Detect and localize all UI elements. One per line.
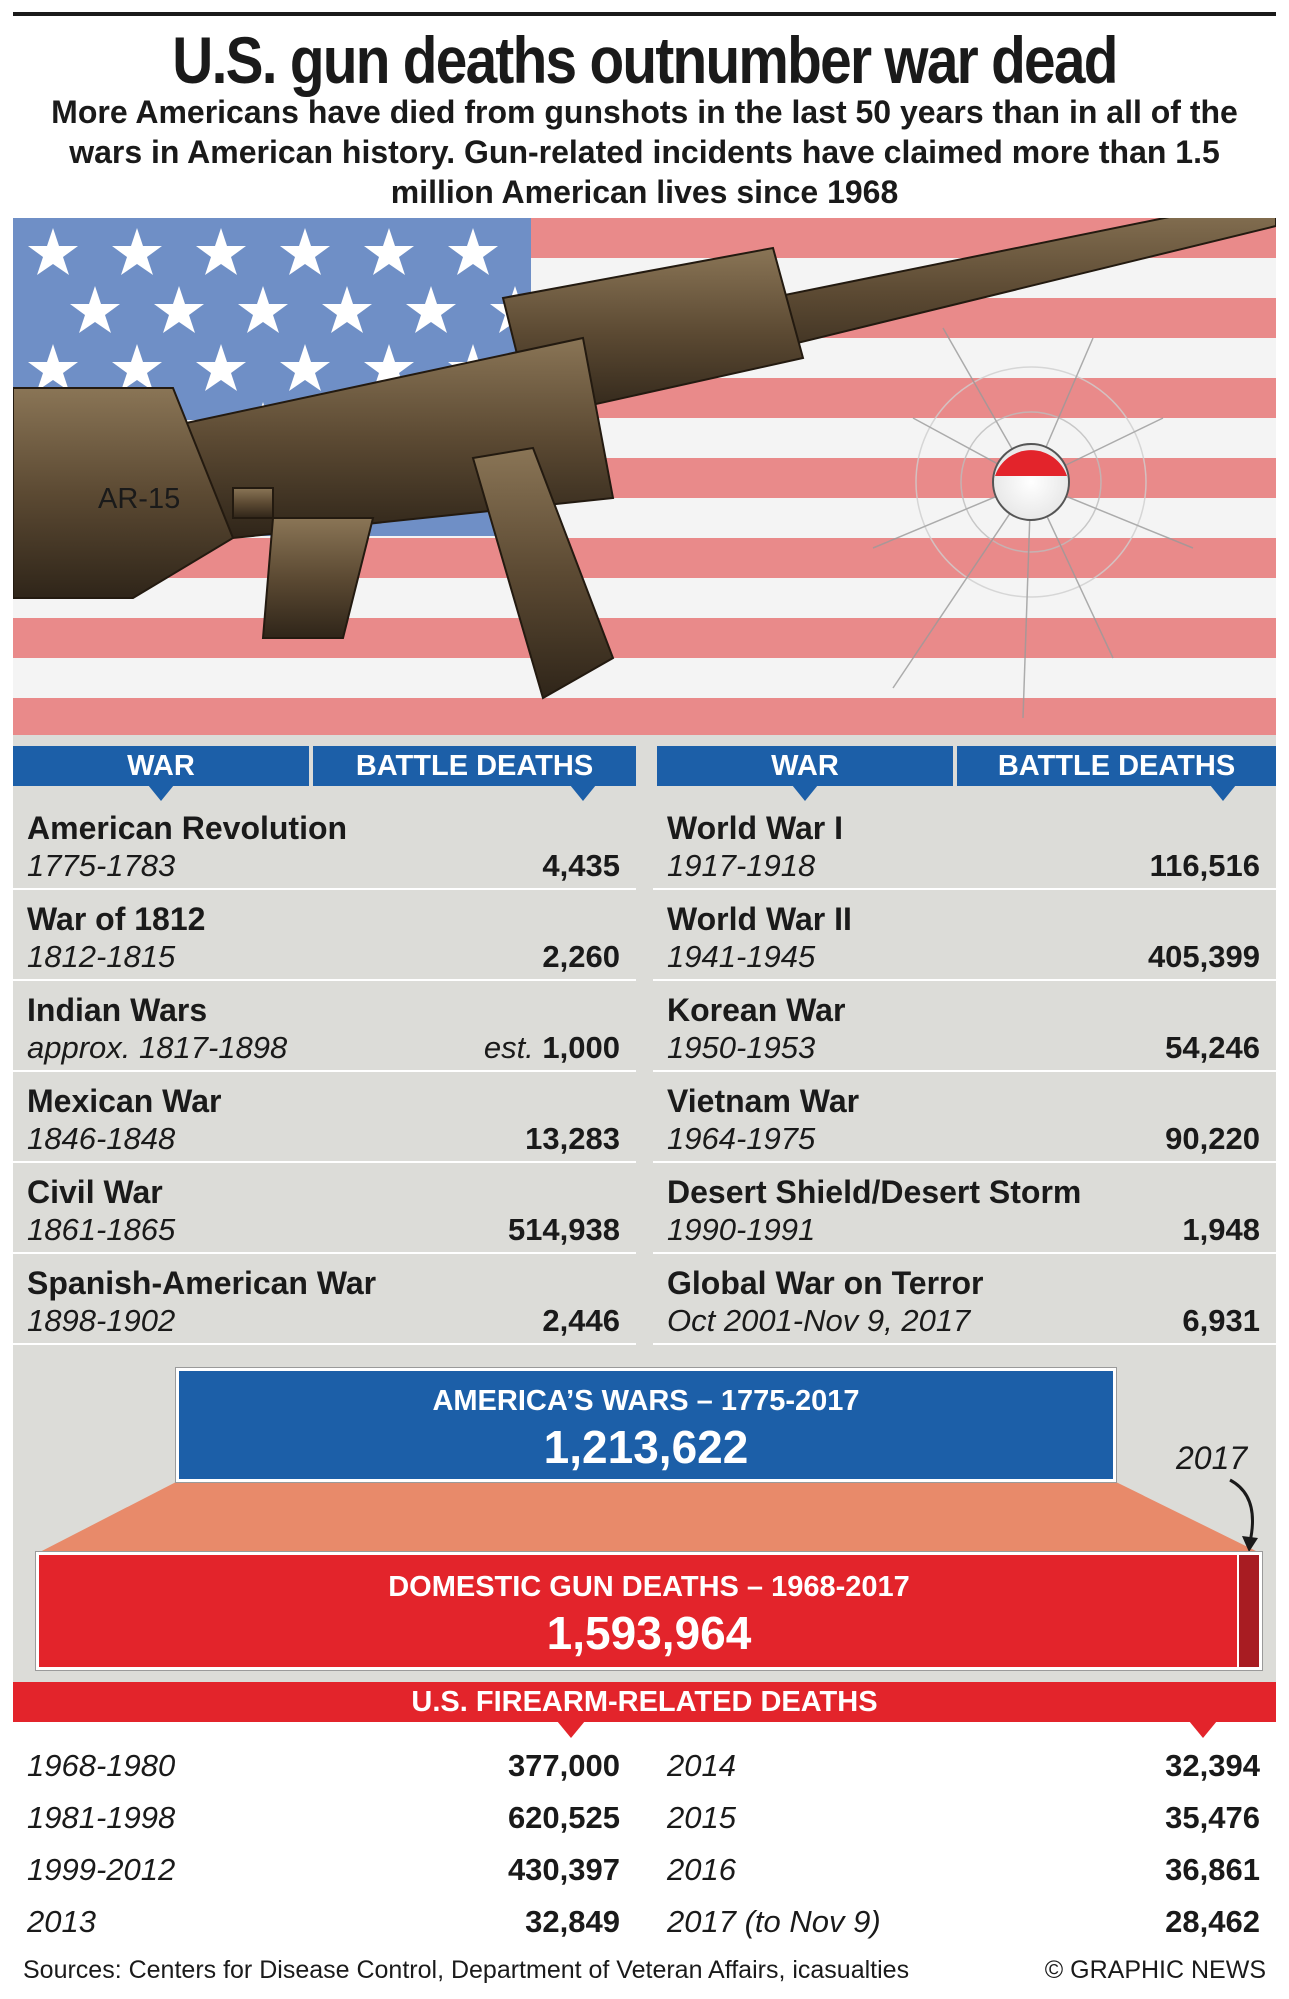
arrow-icon xyxy=(1220,1476,1270,1556)
war-name: Indian Wars xyxy=(27,992,208,1028)
war-row xyxy=(13,802,636,890)
firearm-period: 2013 xyxy=(27,1904,96,1939)
firearm-period: 1968-1980 xyxy=(27,1748,176,1783)
war-row xyxy=(653,1166,1276,1254)
war-name: Global War on Terror xyxy=(667,1265,984,1301)
war-deaths xyxy=(1182,1303,1260,1339)
credit: © GRAPHIC NEWS xyxy=(1044,1956,1266,1984)
comparison-connector xyxy=(13,1470,1276,1560)
firearm-period: 2016 xyxy=(667,1852,736,1887)
war-deaths xyxy=(508,1212,620,1248)
war-years: 1846-1848 xyxy=(27,1121,176,1156)
war-deaths-value: 1,948 xyxy=(1182,1212,1260,1247)
war-row xyxy=(653,1257,1276,1345)
page-subtitle: More Americans have died from gunshots in the last 50 years than in all of the wars in American history. Gun-related incidents have claimed more than 1.5 million American lives since 1968 xyxy=(51,94,1238,210)
war-row xyxy=(13,1166,636,1254)
war-deaths xyxy=(542,1303,620,1339)
war-deaths xyxy=(484,1030,620,1066)
war-years: 1950-1953 xyxy=(667,1030,816,1065)
war-deaths xyxy=(1165,1030,1260,1066)
war-deaths xyxy=(525,1121,620,1157)
war-years: 1861-1865 xyxy=(27,1212,176,1247)
war-deaths-value: 1,000 xyxy=(542,1030,620,1065)
war-row xyxy=(13,1257,636,1345)
war-deaths xyxy=(1150,848,1260,884)
war-name: Vietnam War xyxy=(667,1083,860,1119)
war-name: American Revolution xyxy=(27,810,348,846)
war-years: 1812-1815 xyxy=(27,939,176,974)
footer xyxy=(13,1952,1276,1992)
firearm-count: 620,525 xyxy=(507,1800,620,1835)
war-deaths-value: 514,938 xyxy=(507,1212,620,1247)
war-years: 1775-1783 xyxy=(27,848,176,883)
war-deaths xyxy=(542,848,620,884)
war-row xyxy=(13,893,636,981)
firearm-period: 2017 (to Nov 9) xyxy=(667,1904,881,1939)
firearm-count: 377,000 xyxy=(507,1748,620,1783)
firearm-row xyxy=(653,1738,1276,1789)
firearm-count: 36,861 xyxy=(1165,1852,1260,1887)
war-deaths-value: 2,446 xyxy=(542,1303,620,1338)
gun-deaths-total-box xyxy=(36,1552,1262,1670)
war-years: 1964-1975 xyxy=(667,1121,816,1156)
war-years: 1917-1918 xyxy=(667,848,816,883)
estimate-prefix: est. xyxy=(483,1030,543,1065)
war-name: World War II xyxy=(667,901,852,937)
firearm-period: 1999-2012 xyxy=(27,1852,176,1887)
war-name: Mexican War xyxy=(27,1083,222,1119)
war-name: Civil War xyxy=(27,1174,163,1210)
gun-deaths-value: 1,593,964 xyxy=(546,1607,752,1659)
war-row xyxy=(653,893,1276,981)
war-row xyxy=(13,984,636,1072)
war-deaths-value: 116,516 xyxy=(1149,848,1260,883)
war-row xyxy=(653,1075,1276,1163)
war-deaths-value: 90,220 xyxy=(1165,1121,1260,1156)
firearm-row xyxy=(13,1894,636,1945)
war-deaths-value: 2,260 xyxy=(542,939,620,974)
firearm-count: 28,462 xyxy=(1165,1904,1260,1939)
war-years: 1898-1902 xyxy=(27,1303,176,1338)
firearm-count: 35,476 xyxy=(1165,1800,1260,1835)
war-years: 1990-1991 xyxy=(667,1212,816,1247)
war-deaths-value: 13,283 xyxy=(525,1121,620,1156)
firearm-row xyxy=(13,1842,636,1893)
war-years: approx. 1817-1898 xyxy=(27,1030,288,1065)
firearm-count: 32,394 xyxy=(1165,1748,1260,1783)
firearm-row xyxy=(653,1842,1276,1893)
top-rule xyxy=(13,12,1276,16)
war-years: 1941-1945 xyxy=(667,939,816,974)
header-deaths-right: BATTLE DEATHS xyxy=(957,746,1276,786)
firearm-row xyxy=(13,1790,636,1841)
slice-2017 xyxy=(1237,1555,1259,1667)
firearm-period: 2014 xyxy=(667,1748,736,1783)
war-row xyxy=(653,802,1276,890)
wars-total-label: AMERICA’S WARS – 1775-2017 xyxy=(432,1385,860,1417)
header-war-left: WAR xyxy=(13,746,309,786)
firearm-row xyxy=(13,1738,636,1789)
war-deaths-value: 4,435 xyxy=(542,848,620,883)
header-war-right: WAR xyxy=(657,746,953,786)
war-deaths-value: 6,931 xyxy=(1182,1303,1260,1338)
war-deaths-value: 54,246 xyxy=(1165,1030,1260,1065)
firearm-count: 32,849 xyxy=(525,1904,620,1939)
gun-deaths-label: DOMESTIC GUN DEATHS – 1968-2017 xyxy=(388,1571,910,1603)
war-deaths xyxy=(1148,939,1260,975)
firearm-deaths-header: U.S. FIREARM-RELATED DEATHS xyxy=(13,1682,1276,1722)
rifle-label: AR-15 xyxy=(98,483,181,515)
war-deaths xyxy=(1165,1121,1260,1157)
war-name: World War I xyxy=(667,810,843,846)
war-row xyxy=(653,984,1276,1072)
war-deaths-value: 405,399 xyxy=(1147,939,1260,974)
firearm-row xyxy=(653,1790,1276,1841)
flag-and-rifle-image xyxy=(13,218,1276,735)
header-deaths-left: BATTLE DEATHS xyxy=(313,746,636,786)
wars-total-value: 1,213,622 xyxy=(543,1421,749,1473)
war-deaths xyxy=(542,939,620,975)
war-years: Oct 2001-Nov 9, 2017 xyxy=(667,1303,971,1338)
firearm-row xyxy=(653,1894,1276,1945)
war-name: Spanish-American War xyxy=(27,1265,377,1301)
war-name: Desert Shield/Desert Storm xyxy=(667,1174,1082,1210)
firearm-period: 2015 xyxy=(667,1800,736,1835)
firearm-period: 1981-1998 xyxy=(27,1800,176,1835)
wars-total-box xyxy=(176,1368,1116,1482)
marker-2017-label: 2017 xyxy=(1176,1440,1248,1476)
page-title: U.S. gun deaths outnumber war dead xyxy=(172,23,1117,97)
hero-illustration xyxy=(13,218,1276,735)
war-deaths xyxy=(1182,1212,1260,1248)
war-name: War of 1812 xyxy=(27,901,206,937)
war-name: Korean War xyxy=(667,992,846,1028)
war-row xyxy=(13,1075,636,1163)
sources: Sources: Centers for Disease Control, Department of Veteran Affairs, icasualties xyxy=(23,1956,910,1984)
firearm-count: 430,397 xyxy=(507,1852,620,1887)
